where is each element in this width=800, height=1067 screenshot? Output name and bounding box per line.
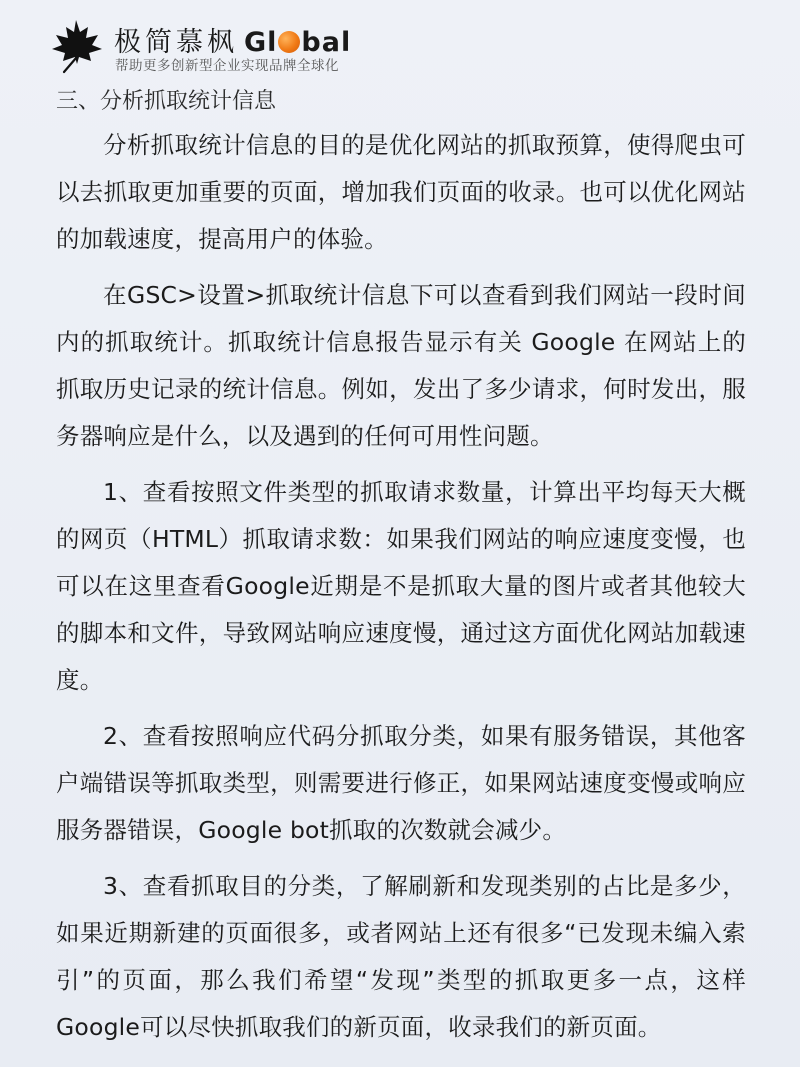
paragraph-step-1: 1、查看按照文件类型的抓取请求数量，计算出平均每天大概的网页（HTML）抓取请求数：如果我们网站的响应速度变慢，也可以在这里查看Google近期是不是抓取大量的图片或者其他较大的脚本和文件，导致网站响应速度慢，通过这方面优化网站加载速度。 [56, 478, 746, 694]
paragraph-intro: 分析抓取统计信息的目的是优化网站的抓取预算，使得爬虫可以去抓取更加重要的页面，增加我们页面的收录。也可以优化网站的加载速度，提高用户的体验。 [56, 131, 746, 253]
brand-name-cn: 极简慕枫 [114, 27, 238, 58]
maple-leaf-icon [44, 18, 108, 74]
paragraph-gsc-settings: 在GSC>设置>抓取统计信息下可以查看到我们网站一段时间内的抓取统计。抓取统计信息报告显示有关 Google 在网站上的抓取历史记录的统计信息。例如，发出了多少请求，何时发出，服务器响应是什么，以及遇到的任何可用性问题。 [56, 281, 746, 450]
globe-o-icon [278, 31, 300, 53]
brand-name-en: Gl bal [244, 27, 352, 58]
article-body [56, 122, 746, 1060]
brand-header [44, 18, 464, 78]
brand-tagline: 帮助更多创新型企业实现品牌全球化 [115, 58, 339, 74]
section-title: 三、分析抓取统计信息 [56, 89, 277, 114]
paragraph-step-3: 3、查看抓取目的分类，了解刷新和发现类别的占比是多少，如果近期新建的页面很多，或者网站上还有很多“已发现未编入索引”的页面，那么我们希望“发现”类型的抓取更多一点，这样Google可以尽快抓取我们的新页面，收录我们的新页面。 [56, 872, 746, 1041]
paragraph-step-2: 2、查看按照响应代码分抓取分类，如果有服务错误，其他客户端错误等抓取类型，则需要进行修正，如果网站速度变慢或响应服务器错误，Google bot抓取的次数就会减少。 [56, 722, 746, 844]
